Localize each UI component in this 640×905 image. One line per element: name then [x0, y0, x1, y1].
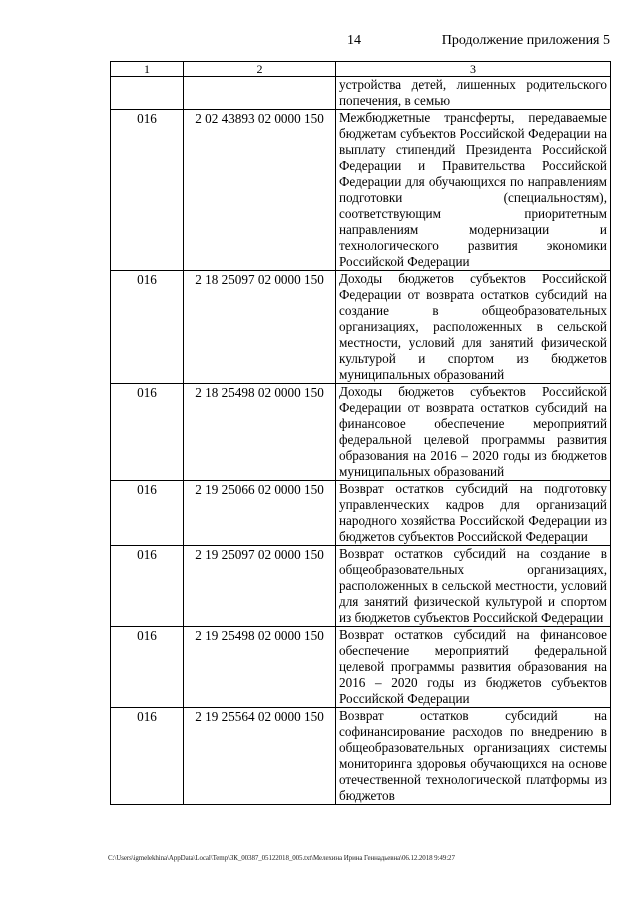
income-description: Возврат остатков субсидий на софинансирование расходов по внедрению в общеобразовательных организациях системы мониторинга здоровья обучающихся на основе отечественной технологической платформы из бюджетов [336, 708, 611, 805]
file-path-footer: C:\Users\igmelekhina\AppData\Local\Temp\ЗК_00387_05122018_005.txt\Мелехина Ирина Геннадьевна\06.12.2018 9:49:27 [108, 854, 455, 862]
continuation-title: Продолжение приложения 5 [441, 33, 610, 48]
header-col-3: 3 [336, 62, 611, 77]
income-code: 2 19 25498 02 0000 150 [184, 627, 336, 708]
admin-code: 016 [111, 384, 184, 481]
page-number: 14 [347, 33, 361, 48]
income-description: Возврат остатков субсидий на финансовое обеспечение мероприятий федеральной целевой программы развития образования на 2016 – 2020 годы из бюджетов субъектов Российской Федерации [336, 627, 611, 708]
admin-code: 016 [111, 708, 184, 805]
income-code: 2 19 25066 02 0000 150 [184, 481, 336, 546]
header-col-2: 2 [184, 62, 336, 77]
income-description: Доходы бюджетов субъектов Российской Федерации от возврата остатков субсидий на финансовое обеспечение мероприятий федеральной целевой программы развития образования на 2016 – 2020 годы из бюджетов муниципальных образований [336, 384, 611, 481]
table-row [111, 384, 611, 481]
table-row [111, 708, 611, 805]
table-row [111, 77, 611, 110]
income-code: 2 02 43893 02 0000 150 [184, 110, 336, 271]
table-row [111, 271, 611, 384]
income-description: Межбюджетные трансферты, передаваемые бюджетам субъектов Российской Федерации на выплату стипендий Президента Российской Федерации и Правительства Российской Федерации для обучающихся по направлениям подготовки (специальностям), соответствующим приоритетным направлениям модернизации и технологического развития экономики Российской Федерации [336, 110, 611, 271]
admin-code: 016 [111, 110, 184, 271]
income-description: Доходы бюджетов субъектов Российской Федерации от возврата остатков субсидий на создание в общеобразовательных организациях, расположенных в сельской местности, условий для занятий физической культурой и спортом из бюджетов муниципальных образований [336, 271, 611, 384]
table-row [111, 627, 611, 708]
table-row [111, 481, 611, 546]
table-row [111, 546, 611, 627]
table-header-row [111, 62, 611, 77]
admin-code: 016 [111, 271, 184, 384]
admin-code [111, 77, 184, 110]
admin-code: 016 [111, 546, 184, 627]
income-code: 2 18 25097 02 0000 150 [184, 271, 336, 384]
income-description: Возврат остатков субсидий на подготовку управленческих кадров для организаций народного хозяйства Российской Федерации из бюджетов субъектов Российской Федерации [336, 481, 611, 546]
income-description: Возврат остатков субсидий на создание в общеобразовательных организациях, расположенных в сельской местности, условий для занятий физической культурой и спортом из бюджетов субъектов Российской Федерации [336, 546, 611, 627]
income-description: устройства детей, лишенных родительского попечения, в семью [336, 77, 611, 110]
income-code: 2 19 25564 02 0000 150 [184, 708, 336, 805]
income-code [184, 77, 336, 110]
header-col-1: 1 [111, 62, 184, 77]
income-code: 2 18 25498 02 0000 150 [184, 384, 336, 481]
budget-table [110, 61, 611, 805]
table-row [111, 110, 611, 271]
income-code: 2 19 25097 02 0000 150 [184, 546, 336, 627]
admin-code: 016 [111, 481, 184, 546]
admin-code: 016 [111, 627, 184, 708]
